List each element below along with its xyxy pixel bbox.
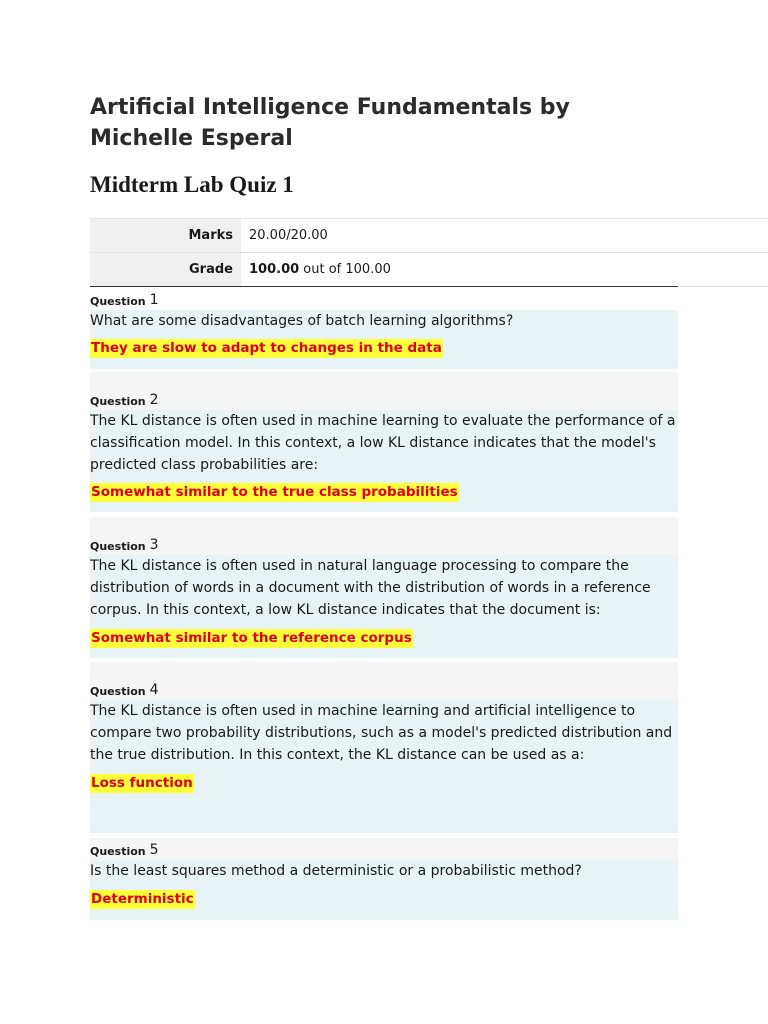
quiz-title: Midterm Lab Quiz 1 bbox=[90, 172, 294, 197]
question-text: What are some disadvantages of batch learning algorithms? bbox=[90, 313, 514, 329]
grade-score: 100.00 bbox=[249, 262, 300, 277]
answer-highlight: Somewhat similar to the reference corpus bbox=[91, 630, 412, 646]
marks-value: 20.00/20.00 bbox=[249, 228, 328, 243]
question-content bbox=[90, 410, 678, 512]
question-label: Question bbox=[90, 540, 146, 553]
grade-total: out of 100.00 bbox=[299, 262, 391, 277]
question-content bbox=[90, 700, 678, 833]
marks-label: Marks bbox=[90, 219, 241, 252]
grade-value bbox=[241, 262, 391, 277]
question-header bbox=[90, 838, 678, 860]
question-content bbox=[90, 310, 678, 369]
question-header bbox=[90, 517, 678, 555]
question-content bbox=[90, 860, 678, 920]
question-block-4 bbox=[90, 662, 678, 833]
question-text: The KL distance is often used in natural language processing to compare the distribution of words in a document with the distribution of words in a reference corpus. In this context, a low KL distance indicates that the document is: bbox=[90, 558, 651, 618]
question-block-3 bbox=[90, 517, 678, 658]
question-text: The KL distance is often used in machine learning to evaluate the performance of a classification model. In this context, a low KL distance indicates that the model's predicted class probabilities are: bbox=[90, 413, 676, 473]
section-divider bbox=[90, 286, 678, 287]
question-label: Question bbox=[90, 295, 146, 308]
question-label: Question bbox=[90, 845, 146, 858]
question-number: 5 bbox=[149, 842, 159, 858]
answer-highlight: Loss function bbox=[91, 775, 193, 791]
question-text: Is the least squares method a deterministic or a probabilistic method? bbox=[90, 863, 582, 879]
question-header bbox=[90, 372, 678, 410]
question-block-1 bbox=[90, 288, 678, 369]
document-title: Artificial Intelligence Fundamentals by Michelle Esperal bbox=[90, 95, 570, 151]
question-block-2 bbox=[90, 372, 678, 512]
question-text: The KL distance is often used in machine learning and artificial intelligence to compare two probability distributions, such as a model's predicted distribution and the true distribution. In this context, the KL distance can be used as a: bbox=[90, 703, 673, 763]
answer-highlight: They are slow to adapt to changes in the data bbox=[91, 340, 442, 356]
answer-highlight: Somewhat similar to the true class probabilities bbox=[91, 484, 458, 500]
grade-label: Grade bbox=[90, 253, 241, 286]
question-number: 2 bbox=[149, 392, 159, 408]
question-label: Question bbox=[90, 395, 146, 408]
question-label: Question bbox=[90, 685, 146, 698]
question-header bbox=[90, 288, 678, 310]
answer-highlight: Deterministic bbox=[91, 891, 194, 907]
marks-row bbox=[90, 218, 768, 252]
question-number: 4 bbox=[149, 682, 159, 698]
question-content bbox=[90, 555, 678, 658]
grade-row bbox=[90, 252, 768, 287]
question-number: 3 bbox=[149, 537, 159, 553]
quiz-summary-table bbox=[90, 218, 768, 287]
question-number: 1 bbox=[149, 292, 159, 308]
question-header bbox=[90, 662, 678, 700]
question-block-5 bbox=[90, 838, 678, 920]
